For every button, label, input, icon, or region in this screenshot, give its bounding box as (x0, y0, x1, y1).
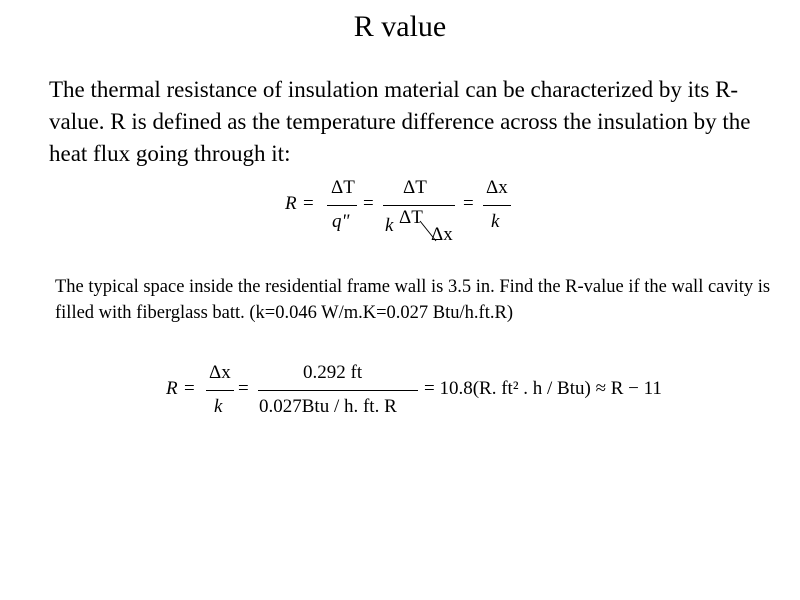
eq2-lhs: R (166, 378, 178, 399)
eq2-frac1-bar (206, 390, 234, 391)
eq1-equals-1: = (303, 193, 314, 214)
eq1-frac1-denominator: q" (332, 211, 350, 232)
eq1-equals-2: = (363, 193, 374, 214)
eq1-frac1-bar (327, 205, 357, 206)
eq1-frac3-bar (483, 205, 511, 206)
eq1-frac3-numerator: Δx (486, 177, 508, 198)
eq1-lhs: R (285, 193, 297, 214)
eq2-frac1-denominator: k (214, 396, 223, 417)
eq1-frac2-den-dx: Δx (431, 224, 453, 245)
r-value-definition-equation (285, 177, 525, 247)
eq2-frac2-denominator: 0.027Btu / h. ft. R (259, 396, 397, 417)
eq1-frac3-denominator: k (491, 211, 500, 232)
intro-paragraph: The thermal resistance of insulation material can be characterized by its R-value. R is defined as the temperature difference across the insulation by the heat flux going through it: (49, 77, 751, 166)
problem-statement: The typical space inside the residential frame wall is 3.5 in. Find the R-value if the wall cavity is filled with fiberglass batt. (k=0.046 W/m.K=0.027 Btu/h.ft.R) (55, 277, 771, 323)
eq2-frac2-numerator: 0.292 ft (303, 362, 363, 383)
eq1-frac2-bar (383, 205, 455, 206)
r-value-solution-equation (166, 362, 706, 422)
eq1-frac1-numerator: ΔT (331, 177, 355, 198)
eq2-equals-2: = (238, 378, 249, 399)
eq1-equals-3: = (463, 193, 474, 214)
eq1-frac2-numerator: ΔT (403, 177, 427, 198)
eq2-result: = 10.8(R. ft² . h / Btu) ≈ R − 11 (424, 378, 662, 399)
eq1-frac2-den-k: k (385, 215, 394, 236)
eq2-frac1-numerator: Δx (209, 362, 231, 383)
slide-title: R value (353, 10, 447, 43)
eq2-frac2-bar (258, 390, 418, 391)
eq2-equals-1: = (184, 378, 195, 399)
eq1-frac2-den-dT: ΔT (399, 207, 423, 228)
